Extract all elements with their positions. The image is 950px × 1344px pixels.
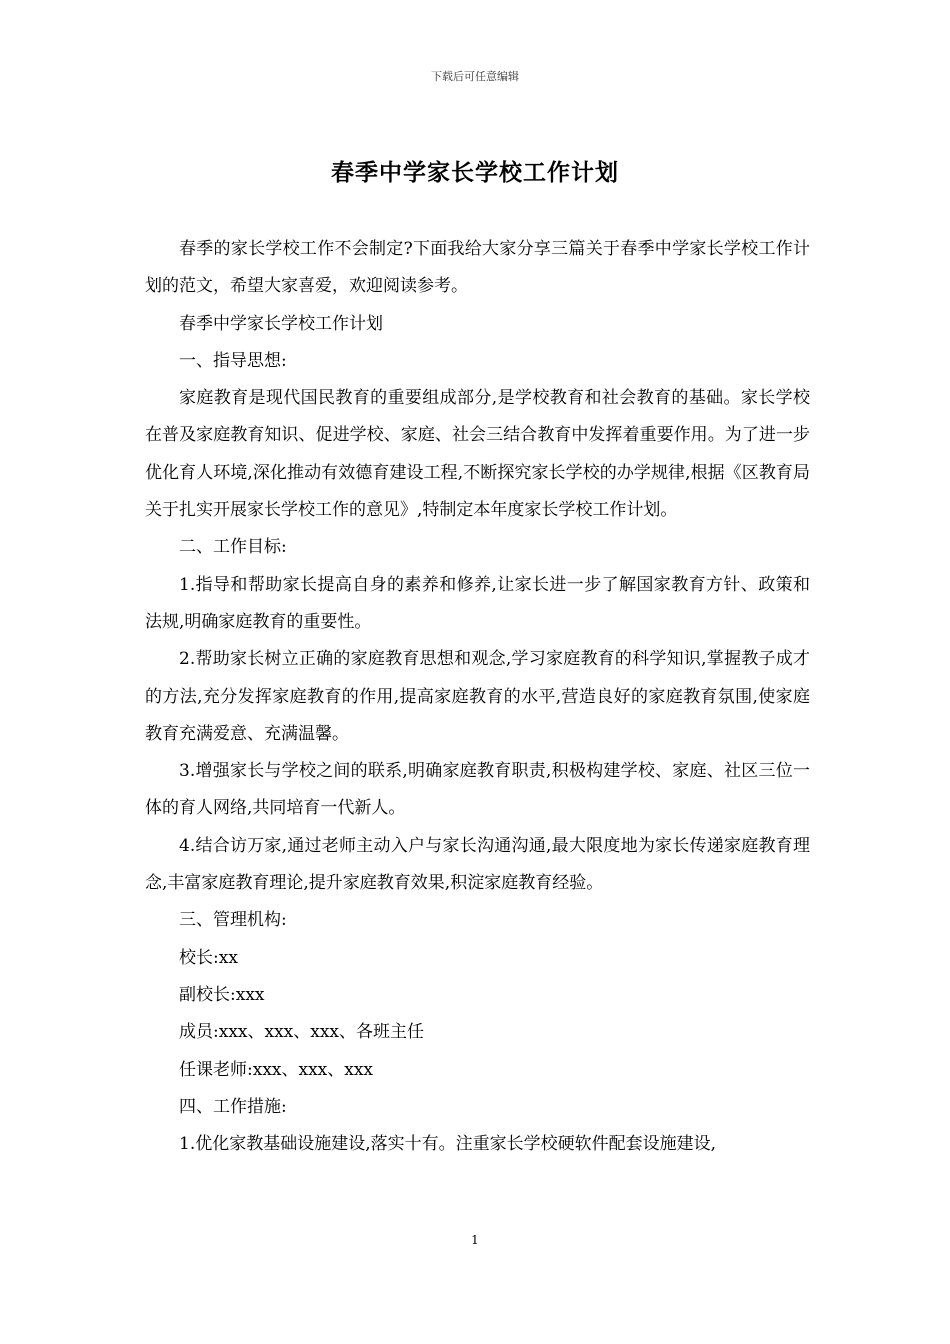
body-paragraph: 家庭教育是现代国民教育的重要组成部分,是学校教育和社会教育的基础。家长学校在普及家庭教育知识、促进学校、家庭、社会三结合教育中发挥着重要作用。为了进一步优化育人环境,深化推动有效德育建设工程,不断探究家长学校的办学规律,根据《区教育局关于扎实开展家长学校工作的意见》,特制定本年度家长学校工作计划。 [145, 388, 810, 521]
management-principal: 校长:xx [179, 947, 238, 968]
section-heading-guiding-ideology: 一、指导思想: [179, 350, 287, 371]
measure-item-1: 1.优化家教基础设施建设,落实十有。注重家长学校硬软件配套设施建设, [179, 1134, 717, 1155]
document-body [145, 231, 810, 1163]
management-teachers: 任课老师:xxx、xxx、xxx [179, 1059, 374, 1080]
goal-item-4: 4.结合访万家,通过老师主动入户与家长沟通沟通,最大限度地为家长传递家庭教育理念,丰富家庭教育理论,提升家庭教育效果,积淀家庭教育经验。 [145, 835, 810, 894]
page-number: 1 [471, 1233, 479, 1247]
management-vice-principal: 副校长:xxx [179, 984, 265, 1005]
subtitle-paragraph: 春季中学家长学校工作计划 [179, 313, 383, 334]
section-heading-management: 三、管理机构: [179, 910, 287, 931]
goal-item-3: 3.增强家长与学校之间的联系,明确家庭教育职责,积极构建学校、家庭、社区三位一体的育人网络,共同培育一代新人。 [145, 761, 810, 819]
goal-item-2: 2.帮助家长树立正确的家庭教育思想和观念,学习家庭教育的科学知识,掌握教子成才的方法,充分发挥家庭教育的作用,提高家庭教育的水平,营造良好的家庭教育氛围,使家庭教育充满爱意、充满温馨。 [145, 649, 810, 744]
section-heading-work-goals: 二、工作目标: [179, 537, 287, 558]
intro-paragraph: 春季的家长学校工作不会制定?下面我给大家分享三篇关于春季中学家长学校工作计划的范文，希望大家喜爱，欢迎阅读参考。 [145, 239, 810, 297]
page-header-note: 下载后可任意编辑 [431, 70, 519, 83]
document-title: 春季中学家长学校工作计划 [331, 159, 619, 186]
management-members: 成员:xxx、xxx、xxx、各班主任 [179, 1022, 425, 1043]
section-heading-work-measures: 四、工作措施: [179, 1096, 287, 1117]
goal-item-1: 1.指导和帮助家长提高自身的素养和修养,让家长进一步了解国家教育方针、政策和法规,明确家庭教育的重要性。 [145, 574, 810, 632]
